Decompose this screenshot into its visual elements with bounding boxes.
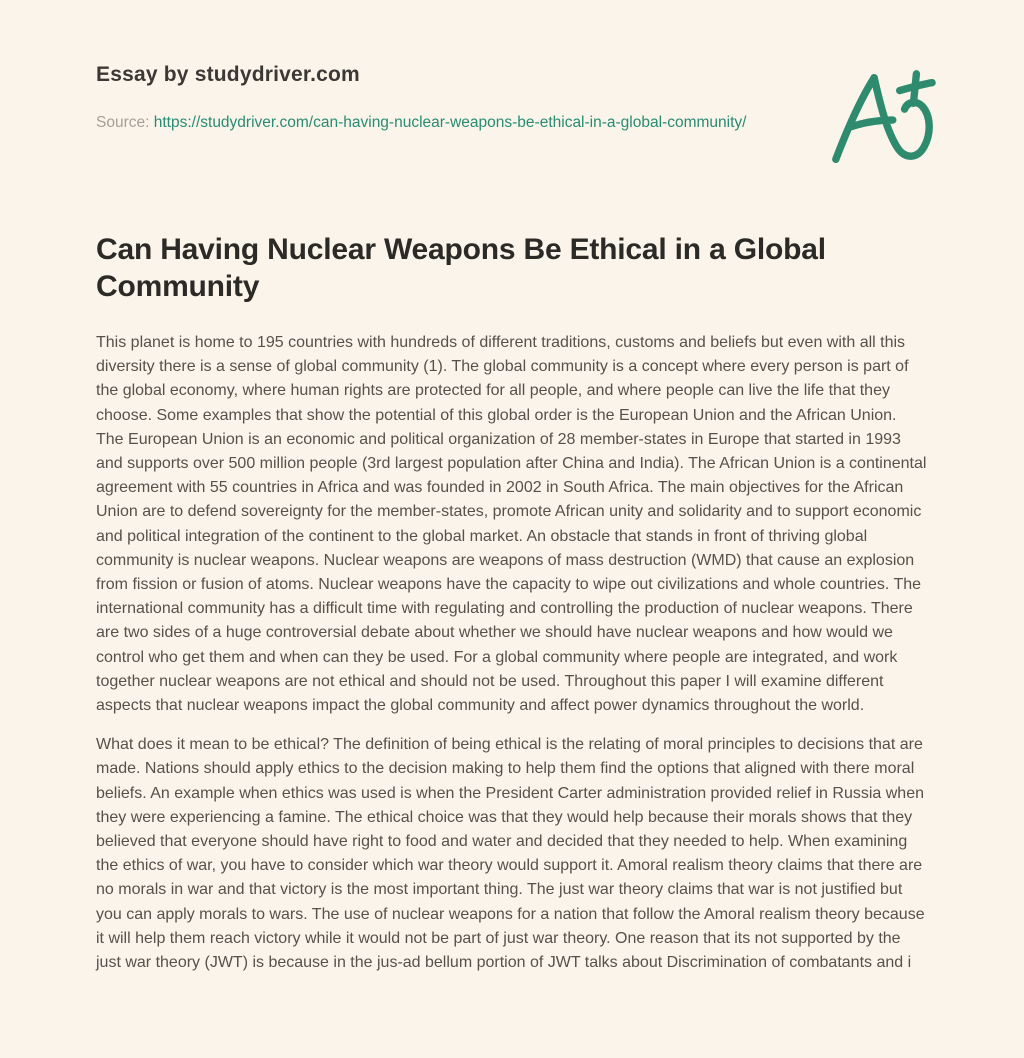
studydriver-a-plus-logo-icon	[822, 64, 940, 178]
document-header	[0, 0, 1024, 135]
source-label: Source:	[96, 114, 150, 131]
source-line	[96, 110, 768, 135]
header-text-block	[96, 62, 928, 135]
header-title: Essay by studydriver.com	[96, 63, 360, 86]
source-link[interactable]: https://studydriver.com/can-having-nuclear-weapons-be-ethical-in-a-global-community/	[153, 114, 747, 131]
essay-title: Can Having Nuclear Weapons Be Ethical in a Global Community	[96, 233, 826, 303]
essay-paragraph-2: What does it mean to be ethical? The definition of being ethical is the relating of moral principles to decisions that are made. Nations should apply ethics to the decision making to help them find the options that aligned with there moral beliefs. An example when ethics was used is when the President Carter administration provided relief in Russia when they were experiencing a famine. The ethical choice was that they would help because their morals shows that they believed that everyone should have right to food and water and decided that they needed to help. When examining the ethics of war, you have to consider which war theory would support it. Amoral realism theory claims that there are no morals in war and that victory is the most important thing. The just war theory claims that war is not justified but you can apply morals to wars. The use of nuclear weapons for a nation that follow the Amoral realism theory because it will help them reach victory while it would not be part of just war theory. One reason that its not supported by the just war theory (JWT) is because in the jus-ad bellum portion of JWT talks about Discrimination of combatants and i	[96, 736, 925, 972]
document-body	[0, 231, 1024, 975]
essay-paragraph-1: This planet is home to 195 countries with hundreds of different traditions, customs and beliefs but even with all this diversity there is a sense of global community (1). The global community is a concept where every person is part of the global economy, where human rights are protected for all people, and where people can live the life that they choose. Some examples that show the potential of this global order is the European Union and the African Union. The European Union is an economic and political organization of 28 member-states in Europe that started in 1993 and supports over 500 million people (3rd largest population after China and India). The African Union is a continental agreement with 55 countries in Africa and was founded in 2002 in South Africa. The main objectives for the African Union are to defend sovereignty for the member-states, promote African unity and solidarity and to support economic and political integration of the continent to the global market. An obstacle that stands in front of thriving global community is nuclear weapons. Nuclear weapons are weapons of mass destruction (WMD) that cause an explosion from fission or fusion of atoms. Nuclear weapons have the capacity to wipe out civilizations and whole countries. The international community has a difficult time with regulating and controlling the production of nuclear weapons. There are two sides of a huge controversial debate about whether we should have nuclear weapons and how would we control who get them and when can they be used. For a global community where people are integrated, and work together nuclear weapons are not ethical and should not be used. Throughout this paper I will examine different aspects that nuclear weapons impact the global community and affect power dynamics throughout the world.	[96, 334, 927, 715]
